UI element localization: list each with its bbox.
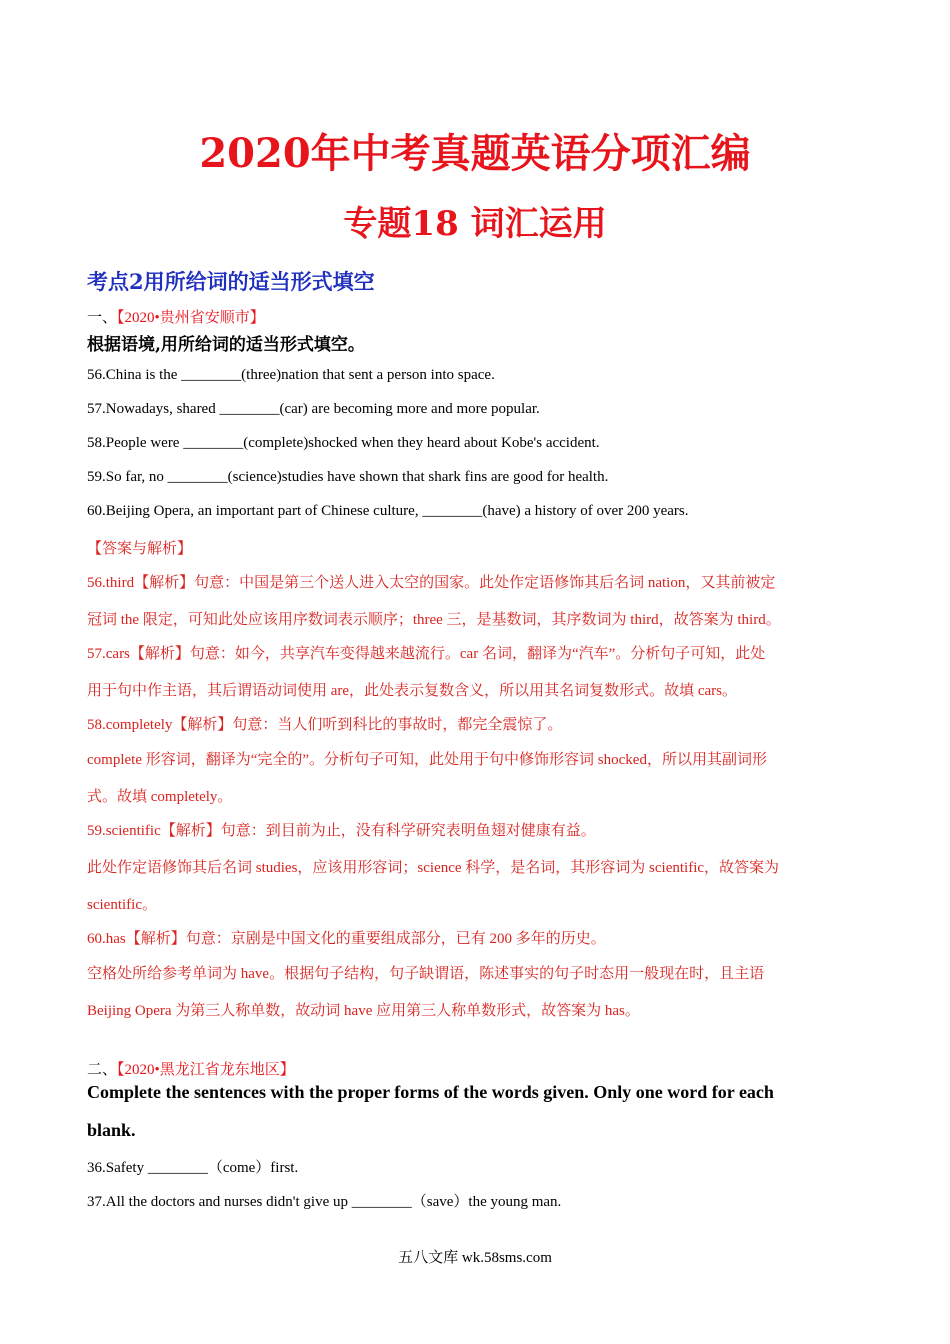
- footer-watermark: 五八文库 wk.58sms.com: [398, 1250, 552, 1266]
- question-60: 60.Beijing Opera, an important part of Chinese culture, ________(have) a history of over 200 years.: [87, 503, 689, 519]
- answer-line: 57.cars【解析】句意：如今，共享汽车变得越来越流行。car 名词，翻译为“汽车”。分析句子可知，此处: [87, 646, 766, 662]
- question-37: 37.All the doctors and nurses didn't give up ________（save）the young man.: [87, 1194, 562, 1210]
- main-title: 2020年中考真题英语分项汇编: [199, 130, 751, 177]
- answer-heading: 【答案与解析】: [87, 541, 193, 557]
- answer-line: complete 形容词，翻译为“完全的”。分析句子可知，此处用于句中修饰形容词 shocked，所以用其副词形: [87, 752, 767, 768]
- part2-instruction-cont: blank.: [87, 1120, 136, 1140]
- section-heading: 考点2用所给词的适当形式填空: [87, 269, 375, 294]
- part1-instruction: 根据语境,用所给词的适当形式填空。: [87, 335, 365, 355]
- question-59: 59.So far, no ________(science)studies have shown that shark fins are good for health.: [87, 469, 609, 485]
- answer-line: 此处作定语修饰其后名词 studies，应该用形容词；science 科学，是名词，其形容词为 scientific，故答案为: [87, 860, 780, 876]
- answer-line: 60.has【解析】句意：京剧是中国文化的重要组成部分，已有 200 多年的历史。: [87, 931, 606, 947]
- question-57: 57.Nowadays, shared ________(car) are becoming more and more popular.: [87, 401, 540, 417]
- question-58: 58.People were ________(complete)shocked when they heard about Kobe's accident.: [87, 435, 600, 451]
- part1-prefix: 一、: [87, 310, 118, 326]
- answer-line: 冠词 the 限定，可知此处应该用序数词表示顺序；three 三，是基数词，其序数词为 third，故答案为 third。: [87, 612, 781, 628]
- answer-line: 56.third【解析】句意：中国是第三个送人进入太空的国家。此处作定语修饰其后名词 nation，又其前被定: [87, 575, 776, 591]
- sub-title: 专题18 词汇运用: [343, 204, 607, 244]
- answer-line: scientific。: [87, 897, 157, 913]
- part2-source: 【2020•黑龙江省龙东地区】: [117, 1062, 295, 1078]
- answer-line: 用于句中作主语，其后谓语动词使用 are，此处表示复数含义，所以用其名词复数形式。故填 cars。: [87, 683, 737, 699]
- answer-line: 空格处所给参考单词为 have。根据句子结构，句子缺谓语，陈述事实的句子时态用一般现在时，且主语: [87, 966, 765, 982]
- answer-line: 式。故填 completely。: [87, 789, 233, 805]
- answer-line: Beijing Opera 为第三人称单数，故动词 have 应用第三人称单数形式，故答案为 has。: [87, 1003, 640, 1019]
- part2-source-line: [87, 1058, 295, 1079]
- part1-source: 【2020•贵州省安顺市】: [117, 310, 265, 326]
- part2-prefix: 二、: [87, 1062, 118, 1078]
- part1-source-line: [87, 306, 265, 327]
- question-36: 36.Safety ________（come）first.: [87, 1160, 299, 1176]
- part2-instruction: Complete the sentences with the proper forms of the words given. Only one word for each: [87, 1082, 774, 1102]
- answer-line: 58.completely【解析】句意：当人们听到科比的事故时，都完全震惊了。: [87, 717, 563, 733]
- answer-line: 59.scientific【解析】句意：到目前为止，没有科学研究表明鱼翅对健康有益。: [87, 823, 596, 839]
- question-56: 56.China is the ________(three)nation that sent a person into space.: [87, 367, 495, 383]
